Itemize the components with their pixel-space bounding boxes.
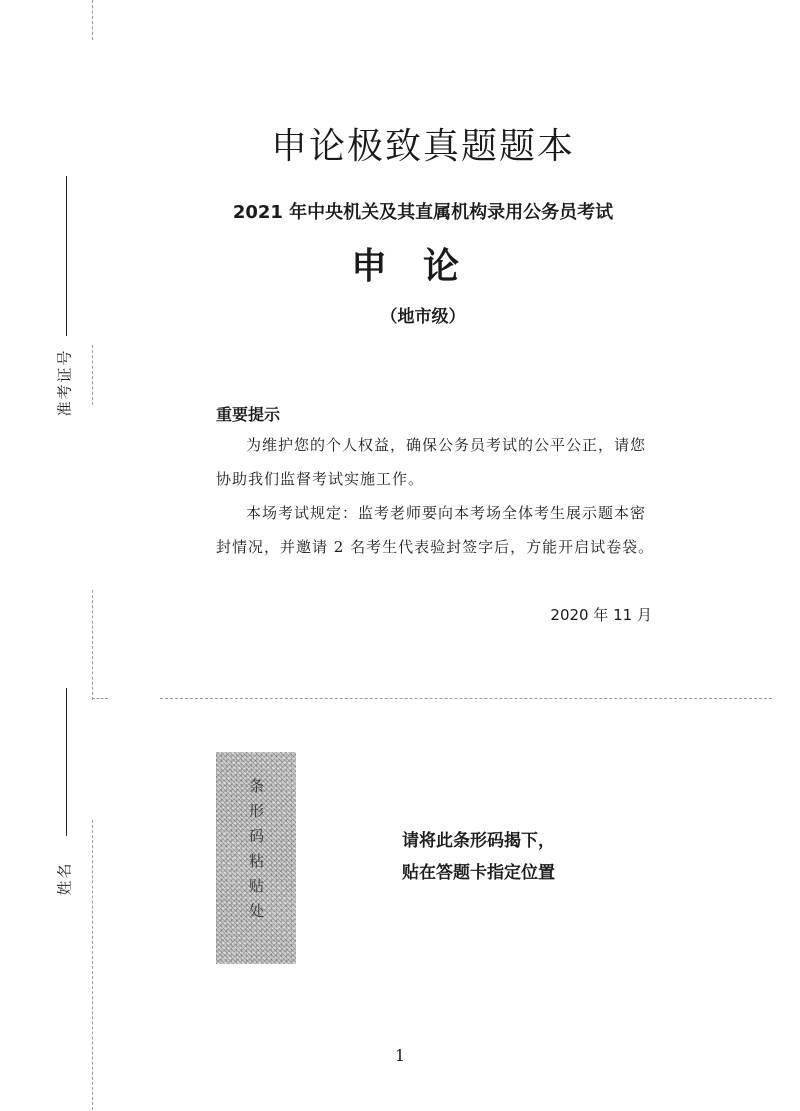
name-label: 姓名 [55,861,74,896]
barcode-sticker [216,752,296,964]
page-number: 1 [394,1046,406,1065]
barcode-instruction-line-2: 贴在答题卡指定位置 [402,863,555,883]
subject-title: 申论 [350,246,495,287]
barcode-label: 条形码粘贴处 [247,778,265,928]
margin-dashed-line-upper [92,345,93,405]
notice-paragraph-1: 为维护您的个人权益，确保公务员考试的公平公正，请您协助我们监督考试实施工作。 [216,436,647,488]
margin-dashed-line-mid [92,590,93,700]
notice-date: 2020 年 11 月 [550,606,652,624]
exam-level: （地市级） [380,307,466,327]
tear-line [160,698,772,699]
exam-name: 2021 年中央机关及其直属机构录用公务员考试 [232,202,614,223]
exam-id-label: 准考证号 [55,348,74,417]
margin-dashed-line-top [92,0,93,40]
margin-dashed-line-lower [92,820,93,1110]
notice-heading: 重要提示 [216,405,281,424]
notice-paragraph-2: 本场考试规定：监考老师要向本考场全体考生展示题本密封情况，并邀请 2 名考生代表验封签字后，方能开启试卷袋。 [216,504,655,556]
name-underline [66,688,67,836]
barcode-instruction-line-1: 请将此条形码揭下， [402,831,555,851]
tear-line-left [92,698,108,699]
book-title: 申论极致真题题本 [270,126,575,167]
